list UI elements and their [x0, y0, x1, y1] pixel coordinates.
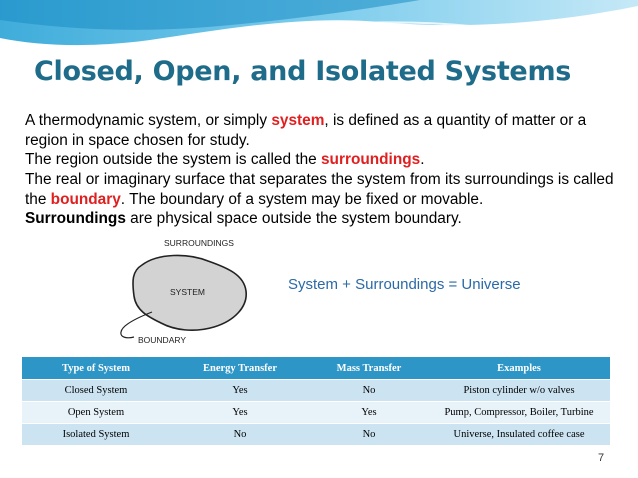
table-cell: Yes: [310, 402, 428, 424]
system-boundary-diagram: [116, 231, 256, 349]
table-row: [22, 402, 610, 424]
page-number: 7: [598, 452, 605, 464]
term-system: system: [271, 112, 325, 129]
slide-title: Closed, Open, and Isolated Systems: [34, 56, 572, 87]
header-type-of-system: Type of System: [22, 357, 170, 380]
table-cell: Isolated System: [22, 424, 170, 446]
table-cell: Yes: [170, 380, 310, 402]
diagram-label-boundary: BOUNDARY: [138, 335, 187, 345]
definition-boundary-paragraph: The real or imaginary surface that separates the system from its surroundings is called the boundary. The boundary of a system may be fixed or movable.: [25, 171, 614, 208]
table-cell: No: [310, 424, 428, 446]
definition-system-paragraph: A thermodynamic system, or simply system, is defined as a quantity of matter or a region in space chosen for study.: [25, 112, 587, 149]
table-header-row: [22, 357, 610, 380]
universe-equation: System + Surroundings = Universe: [288, 276, 521, 293]
table-cell: Yes: [170, 402, 310, 424]
system-types-table: [22, 357, 610, 446]
surroundings-note-paragraph: Surroundings are physical space outside the system boundary.: [25, 210, 462, 227]
table-cell: Open System: [22, 402, 170, 424]
diagram-label-surroundings: SURROUNDINGS: [164, 238, 234, 248]
header-energy-transfer: Energy Transfer: [170, 357, 310, 380]
header-mass-transfer: Mass Transfer: [310, 357, 428, 380]
table-cell: Universe, Insulated coffee case: [428, 424, 610, 446]
header-examples: Examples: [428, 357, 610, 380]
table-cell: No: [310, 380, 428, 402]
table-row: [22, 380, 610, 402]
table-cell: Pump, Compressor, Boiler, Turbine: [428, 402, 610, 424]
diagram-label-system: SYSTEM: [170, 287, 205, 297]
term-surroundings: surroundings: [321, 151, 421, 168]
table-cell: Closed System: [22, 380, 170, 402]
definition-surroundings-paragraph: The region outside the system is called the surroundings.: [25, 151, 425, 168]
table-row: [22, 424, 610, 446]
table-cell: Piston cylinder w/o valves: [428, 380, 610, 402]
table-cell: No: [170, 424, 310, 446]
term-boundary: boundary: [50, 190, 121, 208]
header-wave-decoration: [0, 0, 638, 60]
